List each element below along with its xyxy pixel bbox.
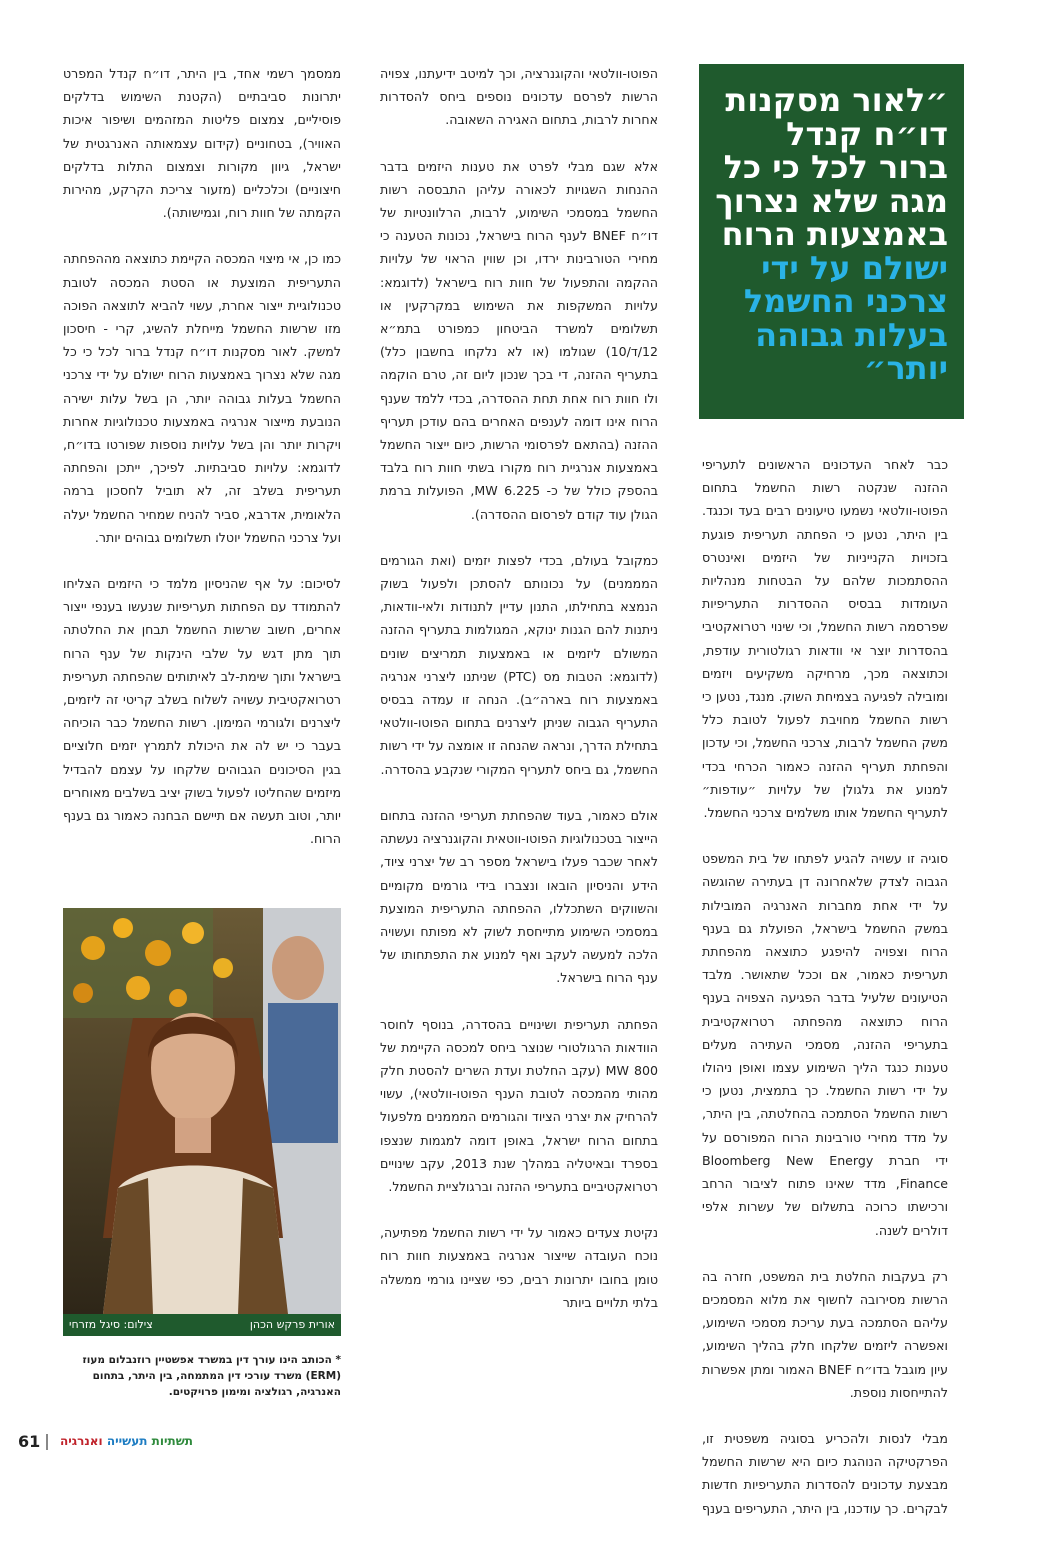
paragraph: הפחתה תעריפית ושינויים בהסדרה, בנוסף לחוסר הוודאות הרגולטורי שנוצר ביחס למכסה הקיימת של MW 800 (עקב החלטת ועדת השרים להסטת חלק מהותי מהמכסה לטובת הענף הפוטו-וולטאי), עשוי להרחיק את יצרני הציוד והגורמים המממנים מלפעול בתחום הרוח ישראל, באופן דומה למגמות שנצפו בספרד ובאיטליה במהלך שנת 2013, עקב שינויים רטרואקטיביים בתעריפי ההזנה וברגולציית החשמל. (380, 1016, 659, 1194)
paragraph: נקיטת צעדים כאמור על ידי רשות החשמל מפתיעה, נוכח העובדה שייצור אנרגיה באמצעות חוות רוח טומן בחובו יתרונות רבים, כפי שציינו גורמי ממשלה בלתי תלויים ביותר (380, 1225, 658, 1310)
article-column-right (702, 453, 948, 1543)
magazine-name-part2: תעשייה (106, 1434, 148, 1448)
paragraph: מבלי לנסות ולהכריע בסוגיה משפטית זו, הפרקטיקה הנוהגת כיום היא שרשות החשמל מבצעת עדכונים להסדרות התעריפיות חדשות לבקרים. כך עודכנו, בין היתר, התעריפים בענף (701, 1430, 948, 1516)
paragraph: רק בעקבות החלטת בית המשפט, חזרה בה הרשות מסירובה לחשוף את מלוא המסמכים עליהם הסתמכה בעת עריכת מסמכי השימוע, ואפשרה ליזמים שלקחו חלק בהליך השימוע, עיון מוגבל בדו״ח BNEF האמור ומתן אפשרות להתייחסות נוספת. (702, 1268, 949, 1400)
paragraph: כמו כן, אי מיצוי המכסה הקיימת כתוצאה מההפחתה התעריפית המוצעת או הסטת המכסה לטובת טכנולוגיית ייצור אחרת, עשוי להביא לתוצאה הפוכה מזו שרשות החשמל מייחלת להשיג, קרי - חיסכון למשק. לאור מסקנות דו״ח קנדל ברור לכל כי כל מגה שלא נצרוך באמצעות הרוח ישולם על ידי צרכני החשמל בעלות גבוהה יותר, הן בשל עלות ישירה הנובעת מייצור אנרגיה באמצעות טכנולוגיות אחרות ויקרות יותר והן בשל עלויות נוספות שפורטו בדו״ח, לדוגמא: עלויות סביבתיות. לפיכך, ייתכן והפחתה תעריפית בשלב זה, לא תוביל לחסכון ברמה הלאומית, אדרבא, סביר להניח שמחיר החשמל יעלה ועל צרכני החשמל יוטלו תשלומים גבוהים יותר. (63, 251, 341, 545)
photo-credit: צילום: סיגל מזרחי (69, 1318, 153, 1331)
article-column-left (63, 62, 341, 874)
article-column-middle (380, 62, 658, 1337)
photo-caption (63, 1314, 341, 1336)
paragraph: אלא שגם מבלי לפרט את טענות היזמים בדבר ההנחות השגויות לכאורה עליהן התבססה רשות החשמל במסמכי השימוע, לרבות, הרלוונטיות של דו״ח BNEF לענף הרוח בישראל, נכונות הטענה כי מחירי הטורבינות ירדו, וכן שווין הראוי של עלויות ההקמה והתפעול של חוות רוח בישראל (לדוגמא: עלויות המשקפות את השימוש במקרקעין או תשלומים למשרד הביטחון כמפורט בתמ״א 12/ד/10) שגולמו (או לא נלקחו בחשבון כלל) בתעריף ההזנה, די בכך שנכון ליום זה, טרם הוקמה ולו חוות רוח אחת תחת ההסדרה, בכדי ללמד שענף הרוח אינו דומה לענפים האחרים בהם עודכן תעריף ההזנה (בהתאם לפרסומי הרשות, כיום ייצור החשמל באמצעות אנרגיית רוח מקורו בשתי חוות רוח בלבד בהספק כולל של כ- MW 6.225, הפועלות ברמת הגולן עוד קודם לפרסום ההסדרה). (380, 158, 659, 522)
author-footnote: * הכותב הינו עורך דין במשרד אפשטיין רוזנבלום מעוז (ERM) משרד עורכי דין המתמחה, בין היתר, בתחום האנרגיה, רגולציה ומימון פרויקטים. (82, 1354, 341, 1398)
photo-subject-name: אורית פרקש הכהן (249, 1318, 335, 1331)
paragraph: כבר לאחר העדכונים הראשונים לתעריפי ההזנה שנקטה רשות החשמל בתחום הפוטו-וולטאי נשמעו טיעונים רבים בעד וכנגד. בין היתר, נטען כי הפחתה תעריפית פוגעת בזכויות הקנייניות של היזמים ואינטרס ההסתמכות שלהם על הבטחות מנהליות העומדות בבסיס ההסדרות התעריפיות שפרסמה רשות החשמל, וכי שינוי רטרואקטיבי בהסדרות יוצר אי וודאות רגולטורית עודפת, וכתוצאה מכך, מרחיקה משקיעים ויזמים ומובילה לפגיעה בצמיחת השוק. מנגד, נטען כי רשות החשמל מחויבת לפעול לטובת כלל משק החשמל לרבות, צרכני החשמל, וכי עדכון והפחתת תעריף ההזנה כאמור הכרחי בכדי למנוע את גלגולן של עלויות ״עודפות״ לתעריף החשמל אותו משלמים צרכני החשמל. (702, 457, 948, 821)
page-number: 61 (18, 1432, 41, 1451)
magazine-name (60, 1434, 193, 1448)
paragraph: כמקובל בעולם, בכדי לפצות יזמים (ואת הגורמים המממנים) על נכונותם להסתכן ולפעול בשוק הנמצא בתחילתו, התנון עדיין לתנודות ולאי-וודאות, ניתנות להם הגנות ינוקא, המגולמות בתעריף ההזנה המשולם ליזמים או באמצעות תמריצים שונים (לדוגמא: הטבות מס (PTC) שניתנו ליצרני אנרגיה באמצעות רוח בארה״ב). הנחה זו עמדה בבסיס התעריף הגבוה שניתן ליצרנים בתחום הפוטו-וולטאי בתחילת הדרך, ונראה שהנחה זו אומצה על ידי רשות החשמל, גם ביחס לתעריף המקורי שנקבע בהסדרה. (380, 552, 658, 777)
author-photo (63, 908, 341, 1314)
magazine-name-part1: תשתיות (151, 1434, 193, 1448)
pull-quote-white: ״לאור מסקנות דו״ח קנדל ברור לכל כי כל מגה שלא נצרוך באמצעות הרוח (715, 81, 948, 253)
paragraph: אולם כאמור, בעוד שהפחתת תעריפי ההזנה בתחום הייצור בטכנולוגיות הפוטו-ווטאית והקוגנרציה נעשתה לאחר שכבר פעלו בישראל מספר רב של יצרני ציוד, הידע והניסיון הובאו ונצברו בידי גורמים מקומיים והשווקים השתכללו, ההפחתה התעריפית המוצעת במסמכי השימוע מתייחסת לשוק לא מפותח ועשויה הלכה למעשה לעקב ואף למנוע את התפתחותו של ענף הרוח בישראל. (380, 807, 658, 986)
magazine-name-part3: ואנרגיה (60, 1434, 103, 1448)
pull-quote (699, 64, 964, 419)
paragraph: סוגיה זו עשויה להגיע לפתחו של בית המשפט הגבוה לצדק שלאחרונה דן בעתירה שהוגשה על ידי אחת מחברות האנרגיה המובילות במשק החשמל בישראל, הפועלת גם בענף הרוח וצפויה להיפגע כתוצאה מהפחתת תעריפית כאמור, אם וככל שתאושר. מלבד הטיעונים שלעיל בדבר הפגיעה הצפויה בענף הרוח כתוצאה מהפחתה רטרואקטיבית בתעריפי ההזנה, מסמכי העתירה מעלים טענות כנגד הליך השימוע עצמו ואופן ניהולו על ידי רשות החשמל. כך בתמצית, נטען כי רשות החשמל הסתמכה בהחלטתה, בין היתר, על מדד מחירי טורבינות הרוח המפורסם על ידי חברת Bloomberg New Energy Finance, מדד שאינו פתוח לציבור הרחב ורכישתו כרוכה בתשלום של עשרות אלפי דולרים לשנה. (702, 851, 948, 1238)
pull-quote-blue: ישולם על ידי צרכני החשמל בעלות גבוהה יותר״ (743, 248, 948, 387)
paragraph: ממסמך רשמי אחד, בין היתר, דו״ח קנדל המפרט יתרונות סביבתיים (הקטנת השימוש בדלקים פוסיליים, צמצום פליטות המזהמים ושיפור איכות האוויר), בטחוניים (קידום עצמאותה האנרגטית של ישראל, גיוון מקורות וצמצום התלות בדלקים חיצוניים) וכלכליים (מזעור צריכת הקרקע, מהירות הקמתה של חוות רוח, וגמישותה). (63, 66, 341, 221)
paragraph: לסיכום: על אף שהניסיון מלמד כי היזמים הצליחו להתמודד עם הפחתות תעריפיות שנעשו בענפי ייצור אחרים, חשוב שרשות החשמל תבחן את החלטתה תוך מתן דגש על שלבי הינקות של ענף הרוח בישראל ותוך שימת-לב לאיתותים שהפחתה תעריפית רטרואקטיבית עשויה לשלוח בשלב קריטי זה ליזמים, ליצרנים ולגורמי המימון. רשות החשמל כבר הוכיחה בעבר כי יש לה את היכולת לתמרץ יזמים חלוציים בגין הסיכונים הגבוהים שלקחו על עצמם להבדיל מיזמים שהחליטו לפעול בשוק יציב בשלבים מאוחרים יותר, וטוב תעשה אם תיישם הבחנה כאמור גם בענף הרוח. (63, 576, 341, 847)
paragraph: הפוטו-וולטאי והקוגנרציה, וכך למיטב ידיעתנו, צפויה הרשות לפרסם עדכונים נוספים ביחס להסדרות אחרות לרבות, בתחום האגירה השאובה. (380, 66, 658, 128)
footer-divider (46, 1434, 48, 1450)
portrait-illustration (63, 908, 341, 1314)
